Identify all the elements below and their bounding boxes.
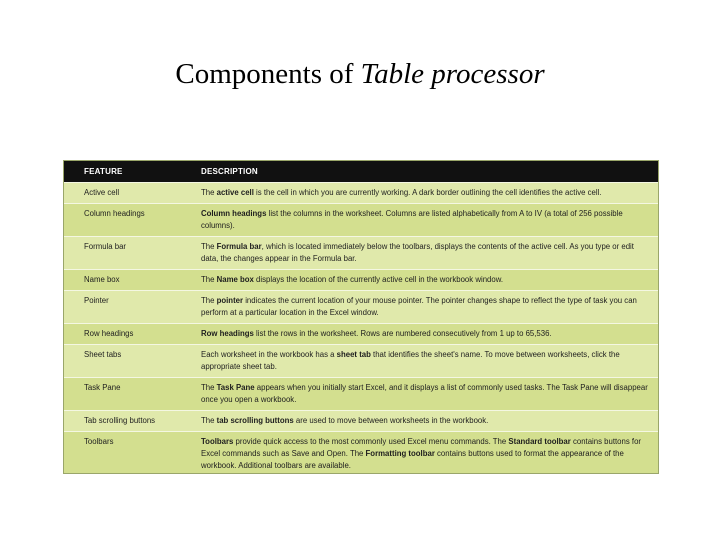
- description-text: The: [201, 416, 217, 425]
- header-description: DESCRIPTION: [182, 161, 658, 183]
- description-text: is the cell in which you are currently working. A dark border outlining the cell identifies the active cell.: [253, 188, 602, 197]
- feature-table-image: [63, 160, 659, 474]
- description-text: The: [201, 275, 217, 284]
- table-row: [64, 378, 658, 411]
- description-cell: [182, 291, 658, 324]
- description-text: list the columns in the worksheet. Columns are listed alphabetically from A to IV (a total of 256 possible columns).: [201, 209, 623, 230]
- table-row: [64, 270, 658, 291]
- description-text: The: [201, 188, 217, 197]
- feature-cell: Tab scrolling buttons: [64, 411, 182, 432]
- description-cell: [182, 432, 658, 475]
- feature-cell: Pointer: [64, 291, 182, 324]
- description-cell: [182, 270, 658, 291]
- description-cell: [182, 324, 658, 345]
- description-keyword: sheet tab: [336, 350, 371, 359]
- table-row: [64, 204, 658, 237]
- description-text: displays the location of the currently active cell in the workbook window.: [253, 275, 504, 284]
- description-cell: [182, 204, 658, 237]
- description-keyword: Formatting toolbar: [365, 449, 435, 458]
- description-text: appears when you initially start Excel, and it displays a list of commonly used tasks. The Task Pane will disappear once you open a workbook.: [201, 383, 648, 404]
- table-row: [64, 324, 658, 345]
- table-row: [64, 237, 658, 270]
- description-text: Each worksheet in the workbook has a: [201, 350, 337, 359]
- description-text: provide quick access to the most commonly used Excel menu commands. The: [233, 437, 509, 446]
- description-keyword: Row headings: [201, 329, 254, 338]
- description-text: The: [201, 383, 217, 392]
- feature-cell: Formula bar: [64, 237, 182, 270]
- description-cell: [182, 183, 658, 204]
- description-cell: [182, 237, 658, 270]
- description-text: are used to move between worksheets in the workbook.: [293, 416, 489, 425]
- description-text: indicates the current location of your mouse pointer. The pointer changes shape to reflect the type of task you can perform at a particular location in the Excel window.: [201, 296, 637, 317]
- description-keyword: Toolbars: [201, 437, 234, 446]
- description-text: The: [201, 296, 217, 305]
- feature-cell: Sheet tabs: [64, 345, 182, 378]
- description-keyword: Formula bar: [216, 242, 262, 251]
- description-keyword: Standard toolbar: [508, 437, 571, 446]
- description-keyword: pointer: [216, 296, 244, 305]
- table-body: [64, 183, 658, 475]
- table-header-row: [64, 161, 658, 183]
- table-row: [64, 291, 658, 324]
- feature-cell: Column headings: [64, 204, 182, 237]
- table-row: [64, 432, 658, 475]
- description-cell: [182, 411, 658, 432]
- description-text: contains buttons used to format the appearance of the workbook. Additional toolbars are available.: [201, 449, 624, 470]
- description-text: The: [201, 242, 217, 251]
- description-keyword: tab scrolling buttons: [216, 416, 294, 425]
- title-prefix: Components of: [175, 58, 361, 90]
- feature-cell: Toolbars: [64, 432, 182, 475]
- description-cell: [182, 345, 658, 378]
- feature-cell: Name box: [64, 270, 182, 291]
- description-text: , which is located immediately below the toolbars, displays the contents of the active cell. As you type or edit data, the changes appear in the Formula bar.: [201, 242, 634, 263]
- feature-cell: Active cell: [64, 183, 182, 204]
- feature-cell: Task Pane: [64, 378, 182, 411]
- description-keyword: Name box: [216, 275, 254, 284]
- description-keyword: Task Pane: [216, 383, 255, 392]
- slide-title: [0, 56, 720, 92]
- description-keyword: active cell: [216, 188, 254, 197]
- title-emphasis: Table processor: [360, 58, 545, 90]
- description-text: that identifies the sheet's name. To move between worksheets, click the appropriate sheet tab.: [201, 350, 620, 371]
- description-keyword: Column headings: [201, 209, 267, 218]
- table-row: [64, 183, 658, 204]
- feature-table: [64, 161, 658, 474]
- feature-cell: Row headings: [64, 324, 182, 345]
- description-cell: [182, 378, 658, 411]
- table-row: [64, 345, 658, 378]
- table-row: [64, 411, 658, 432]
- header-feature: FEATURE: [64, 161, 182, 183]
- description-text: list the rows in the worksheet. Rows are numbered consecutively from 1 up to 65,536.: [253, 329, 552, 338]
- description-text: contains buttons for Excel commands such as Save and Open. The: [201, 437, 642, 458]
